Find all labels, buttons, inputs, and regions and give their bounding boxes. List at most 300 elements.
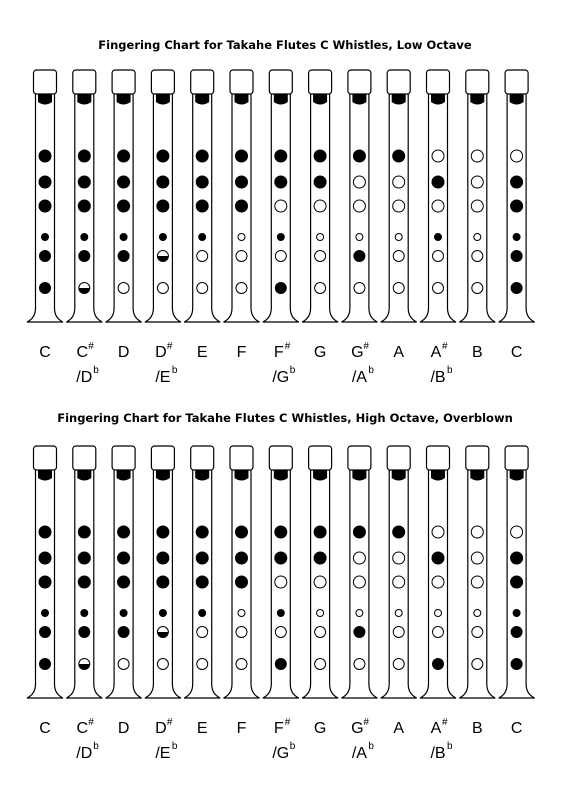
note-sharp-sign: #	[284, 341, 291, 352]
hole-4-closed	[435, 234, 442, 241]
hole-1-open	[471, 526, 483, 538]
hole-2-closed	[78, 552, 90, 564]
whistle-1-4	[184, 446, 220, 698]
hole-4-open	[395, 234, 402, 241]
note-flat-name: /E	[155, 369, 171, 386]
hole-5-open	[275, 627, 286, 638]
hole-2-closed	[196, 552, 208, 564]
hole-2-closed	[39, 552, 51, 564]
hole-3-closed	[511, 576, 523, 588]
fipple-window	[117, 470, 131, 481]
mouthpiece-cap	[73, 70, 96, 94]
hole-4-closed	[81, 610, 88, 617]
hole-2-closed	[511, 176, 523, 188]
note-label-0-1	[76, 341, 99, 386]
hole-6-open	[393, 283, 404, 294]
whistle-1-11	[459, 446, 495, 698]
hole-5-closed	[79, 251, 90, 262]
hole-5-closed	[354, 251, 365, 262]
note-name: E	[196, 344, 208, 361]
whistle-0-12	[499, 70, 535, 322]
hole-5-closed	[511, 251, 522, 262]
mouthpiece-cap	[309, 446, 332, 470]
hole-5-closed	[40, 251, 51, 262]
fipple-window	[235, 94, 249, 105]
hole-5-closed	[40, 627, 51, 638]
hole-4-closed	[277, 234, 284, 241]
hole-2-open	[471, 176, 483, 188]
hole-1-open	[511, 526, 523, 538]
note-name: C	[39, 720, 51, 737]
hole-2-closed	[236, 552, 248, 564]
hole-2-closed	[196, 176, 208, 188]
hole-1-closed	[157, 150, 169, 162]
hole-4-closed	[277, 610, 284, 617]
note-flat-sign: b	[368, 741, 374, 752]
fipple-window	[470, 94, 484, 105]
note-name: C	[510, 344, 523, 361]
fipple-window	[195, 94, 209, 105]
note-sharp-sign: #	[284, 717, 291, 728]
note-name: D	[117, 344, 130, 361]
mouthpiece-cap	[269, 70, 292, 94]
hole-2-closed	[314, 552, 326, 564]
fipple-window	[392, 470, 406, 481]
note-label-1-7	[314, 720, 326, 737]
mouthpiece-cap	[230, 70, 253, 94]
whistle-1-8	[341, 446, 377, 698]
hole-1-open	[471, 150, 483, 162]
note-label-0-2	[118, 344, 130, 361]
hole-1-open	[432, 150, 444, 162]
hole-3-open	[275, 576, 287, 588]
note-name: G	[351, 344, 364, 361]
hole-3-closed	[157, 576, 169, 588]
note-flat-sign: b	[93, 741, 99, 752]
hole-5-closed	[79, 627, 90, 638]
note-name: G	[351, 720, 364, 737]
hole-5-open	[236, 627, 247, 638]
note-name: A	[393, 344, 405, 361]
hole-3-closed	[39, 200, 51, 212]
note-name: B	[471, 344, 483, 361]
whistle-1-6	[263, 446, 299, 698]
hole-6-open	[315, 283, 326, 294]
hole-3-open	[393, 200, 405, 212]
hole-4-open	[474, 234, 481, 241]
note-flat-name: /D	[76, 369, 93, 386]
note-label-1-11	[472, 720, 483, 737]
hole-2-closed	[275, 176, 287, 188]
hole-4-open	[356, 610, 363, 617]
hole-3-closed	[78, 576, 90, 588]
note-flat-sign: b	[289, 741, 296, 752]
note-name: C	[76, 344, 89, 361]
note-label-1-5	[237, 720, 247, 737]
mouthpiece-cap	[387, 70, 410, 94]
fipple-window	[431, 470, 445, 481]
mouthpiece-cap	[73, 446, 96, 470]
chart-title-low-octave: Fingering Chart for Takahe Flutes C Whistles, Low Octave	[98, 38, 472, 52]
fipple-window	[352, 94, 366, 105]
note-name: C	[39, 344, 51, 361]
mouthpiece-cap	[230, 446, 253, 470]
whistle-0-2	[106, 70, 142, 322]
note-flat-sign: b	[171, 741, 178, 752]
mouthpiece-cap	[348, 70, 371, 94]
fipple-window	[195, 470, 209, 481]
mouthpiece-cap	[505, 446, 528, 470]
note-flat-sign: b	[171, 365, 178, 376]
chart-title-high-octave: Fingering Chart for Takahe Flutes C Whistles, High Octave, Overblown	[57, 411, 513, 425]
note-flat-sign: b	[368, 365, 374, 376]
hole-3-closed	[118, 200, 130, 212]
hole-4-closed	[42, 234, 49, 241]
note-name: C	[510, 720, 523, 737]
hole-3-closed	[196, 576, 208, 588]
whistle-0-10	[420, 70, 456, 322]
hole-2-open	[353, 552, 365, 564]
hole-3-open	[393, 576, 405, 588]
note-label-1-4	[197, 720, 208, 737]
hole-4-closed	[199, 234, 206, 241]
note-label-0-7	[314, 344, 326, 361]
note-name: A	[393, 720, 405, 737]
hole-4-open	[395, 610, 402, 617]
hole-4-closed	[159, 234, 166, 241]
hole-3-open	[471, 200, 483, 212]
hole-2-closed	[275, 552, 287, 564]
note-name: F	[236, 720, 247, 737]
note-label-1-1	[76, 717, 99, 762]
hole-5-open	[236, 251, 247, 262]
hole-3-open	[471, 576, 483, 588]
hole-4-closed	[81, 234, 88, 241]
hole-6-open	[157, 283, 168, 294]
fipple-window	[235, 470, 249, 481]
hole-4-closed	[513, 234, 520, 241]
hole-6-open	[236, 283, 247, 294]
whistle-0-4	[184, 70, 220, 322]
hole-1-closed	[118, 150, 130, 162]
hole-5-open	[433, 627, 444, 638]
hole-3-closed	[78, 200, 90, 212]
whistle-1-12	[499, 446, 535, 698]
hole-2-closed	[78, 176, 90, 188]
hole-1-closed	[196, 150, 208, 162]
whistle-1-0	[27, 446, 63, 698]
hole-3-open	[275, 200, 287, 212]
hole-2-closed	[511, 552, 523, 564]
hole-2-closed	[39, 176, 51, 188]
hole-5-open	[472, 251, 483, 262]
whistle-0-9	[381, 70, 417, 322]
fipple-window	[156, 470, 170, 481]
mouthpiece-cap	[191, 446, 214, 470]
hole-4-open	[317, 610, 324, 617]
note-label-1-8	[351, 717, 374, 762]
note-name: F	[273, 720, 284, 737]
hole-4-closed	[120, 610, 127, 617]
hole-3-open	[353, 576, 365, 588]
note-sharp-sign: #	[88, 341, 94, 352]
hole-1-closed	[39, 150, 51, 162]
whistle-0-6	[263, 70, 299, 322]
mouthpiece-cap	[466, 446, 489, 470]
hole-3-open	[432, 576, 444, 588]
note-label-0-5	[237, 344, 247, 361]
hole-6-closed	[511, 659, 522, 670]
whistle-1-9	[381, 446, 417, 698]
hole-2-open	[471, 552, 483, 564]
fipple-window	[38, 470, 52, 481]
hole-5-closed	[118, 251, 129, 262]
note-label-0-4	[197, 344, 208, 361]
hole-6-open	[354, 283, 365, 294]
hole-3-closed	[118, 576, 130, 588]
hole-1-closed	[393, 526, 405, 538]
hole-5-open	[197, 627, 208, 638]
note-flat-name: /G	[272, 369, 290, 386]
hole-6-open	[118, 283, 129, 294]
hole-1-closed	[236, 150, 248, 162]
hole-3-closed	[196, 200, 208, 212]
mouthpiece-cap	[112, 446, 135, 470]
note-flat-sign: b	[447, 741, 453, 752]
hole-4-closed	[42, 610, 49, 617]
hole-6-open	[354, 659, 365, 670]
mouthpiece-cap	[348, 446, 371, 470]
whistle-1-2	[106, 446, 142, 698]
note-name: G	[313, 344, 327, 361]
note-label-1-2	[118, 720, 130, 737]
note-label-0-10	[430, 341, 453, 386]
hole-5-open	[393, 251, 404, 262]
note-label-0-8	[351, 341, 374, 386]
hole-1-closed	[78, 150, 90, 162]
hole-2-closed	[118, 552, 130, 564]
hole-3-closed	[39, 576, 51, 588]
mouthpiece-cap	[387, 446, 410, 470]
hole-2-closed	[236, 176, 248, 188]
hole-1-closed	[314, 526, 326, 538]
hole-2-closed	[314, 176, 326, 188]
fingering-chart-low-octave	[0, 60, 570, 392]
hole-5-closed	[118, 627, 129, 638]
hole-5-closed	[511, 627, 522, 638]
whistle-0-7	[302, 70, 338, 322]
hole-5-open	[197, 251, 208, 262]
mouthpiece-cap	[151, 446, 174, 470]
hole-4-open	[317, 234, 324, 241]
note-name: F	[236, 344, 247, 361]
hole-1-open	[511, 150, 523, 162]
fipple-window	[77, 470, 91, 481]
whistle-1-7	[302, 446, 338, 698]
hole-6-open	[433, 283, 444, 294]
note-flat-name: /E	[155, 745, 171, 762]
note-label-1-6	[272, 717, 295, 762]
hole-6-closed	[275, 659, 286, 670]
note-label-1-0	[39, 720, 51, 737]
hole-6-open	[472, 283, 483, 294]
hole-2-closed	[432, 552, 444, 564]
mouthpiece-cap	[34, 70, 57, 94]
hole-3-open	[314, 200, 326, 212]
hole-3-open	[432, 200, 444, 212]
note-sharp-sign: #	[166, 717, 173, 728]
hole-1-closed	[275, 526, 287, 538]
hole-6-closed	[275, 283, 286, 294]
hole-4-closed	[120, 234, 127, 241]
note-flat-sign: b	[93, 365, 99, 376]
hole-4-open	[238, 610, 245, 617]
hole-1-open	[432, 526, 444, 538]
hole-3-open	[353, 200, 365, 212]
whistle-1-10	[420, 446, 456, 698]
note-label-0-3	[155, 341, 178, 386]
hole-1-closed	[314, 150, 326, 162]
note-label-1-9	[393, 720, 404, 737]
hole-6-open	[393, 659, 404, 670]
hole-6-closed	[40, 659, 51, 670]
note-sharp-sign: #	[442, 341, 448, 352]
hole-1-closed	[236, 526, 248, 538]
mouthpiece-cap	[151, 70, 174, 94]
note-flat-sign: b	[447, 365, 453, 376]
hole-2-open	[353, 176, 365, 188]
note-label-0-0	[39, 344, 51, 361]
note-flat-name: /A	[351, 369, 367, 386]
hole-5-open	[393, 627, 404, 638]
note-sharp-sign: #	[442, 717, 448, 728]
hole-4-open	[356, 234, 363, 241]
note-name: E	[196, 720, 208, 737]
note-label-0-9	[393, 344, 404, 361]
note-name: A	[430, 344, 442, 361]
fipple-window	[156, 94, 170, 105]
hole-1-closed	[39, 526, 51, 538]
note-label-1-12	[511, 720, 523, 737]
fingering-chart-high-octave	[0, 436, 570, 768]
hole-6-closed	[433, 659, 444, 670]
hole-3-closed	[236, 576, 248, 588]
mouthpiece-cap	[427, 446, 450, 470]
hole-5-closed	[354, 627, 365, 638]
hole-2-closed	[157, 176, 169, 188]
note-name: G	[313, 720, 327, 737]
note-label-0-6	[272, 341, 295, 386]
fipple-window	[274, 470, 288, 481]
hole-5-open	[275, 251, 286, 262]
mouthpiece-cap	[191, 70, 214, 94]
fipple-window	[392, 94, 406, 105]
mouthpiece-cap	[269, 446, 292, 470]
fipple-window	[510, 94, 524, 105]
whistle-1-5	[224, 446, 260, 698]
hole-4-open	[238, 234, 245, 241]
fipple-window	[352, 470, 366, 481]
hole-6-open	[315, 659, 326, 670]
hole-5-open	[433, 251, 444, 262]
note-name: D	[155, 344, 167, 361]
hole-5-open	[315, 627, 326, 638]
note-flat-name: /B	[430, 369, 446, 386]
mouthpiece-cap	[309, 70, 332, 94]
hole-2-closed	[118, 176, 130, 188]
hole-2-open	[393, 176, 405, 188]
fipple-window	[470, 470, 484, 481]
hole-6-open	[472, 659, 483, 670]
fipple-window	[313, 94, 327, 105]
hole-1-closed	[196, 526, 208, 538]
note-label-0-12	[511, 344, 523, 361]
note-sharp-sign: #	[166, 341, 173, 352]
note-name: C	[76, 720, 89, 737]
hole-4-open	[435, 610, 442, 617]
fipple-window	[274, 94, 288, 105]
note-sharp-sign: #	[363, 341, 369, 352]
hole-5-open	[472, 627, 483, 638]
whistle-0-5	[224, 70, 260, 322]
whistle-0-11	[459, 70, 495, 322]
hole-1-closed	[157, 526, 169, 538]
note-label-1-10	[430, 717, 453, 762]
note-name: B	[471, 720, 483, 737]
fipple-window	[117, 94, 131, 105]
whistle-0-0	[27, 70, 63, 322]
hole-6-closed	[40, 283, 51, 294]
hole-6-closed	[511, 283, 522, 294]
hole-6-open	[197, 283, 208, 294]
fipple-window	[431, 94, 445, 105]
hole-4-closed	[513, 610, 520, 617]
whistle-0-3	[145, 70, 181, 322]
note-label-0-11	[472, 344, 483, 361]
note-sharp-sign: #	[363, 717, 369, 728]
hole-2-closed	[432, 176, 444, 188]
hole-5-open	[315, 251, 326, 262]
note-flat-name: /B	[430, 745, 446, 762]
note-name: F	[273, 344, 284, 361]
hole-4-closed	[199, 610, 206, 617]
mouthpiece-cap	[112, 70, 135, 94]
note-label-1-3	[155, 717, 178, 762]
hole-3-closed	[157, 200, 169, 212]
hole-1-closed	[275, 150, 287, 162]
hole-1-closed	[393, 150, 405, 162]
note-flat-name: /D	[76, 745, 93, 762]
mouthpiece-cap	[427, 70, 450, 94]
fipple-window	[38, 94, 52, 105]
hole-1-closed	[353, 526, 365, 538]
hole-3-open	[314, 576, 326, 588]
note-flat-name: /A	[351, 745, 367, 762]
mouthpiece-cap	[34, 446, 57, 470]
fipple-window	[313, 470, 327, 481]
hole-3-closed	[511, 200, 523, 212]
note-sharp-sign: #	[88, 717, 94, 728]
mouthpiece-cap	[466, 70, 489, 94]
note-name: D	[117, 720, 130, 737]
note-flat-name: /G	[272, 745, 290, 762]
whistle-0-8	[341, 70, 377, 322]
hole-2-closed	[157, 552, 169, 564]
hole-1-closed	[78, 526, 90, 538]
mouthpiece-cap	[505, 70, 528, 94]
note-name: D	[155, 720, 167, 737]
fipple-window	[77, 94, 91, 105]
